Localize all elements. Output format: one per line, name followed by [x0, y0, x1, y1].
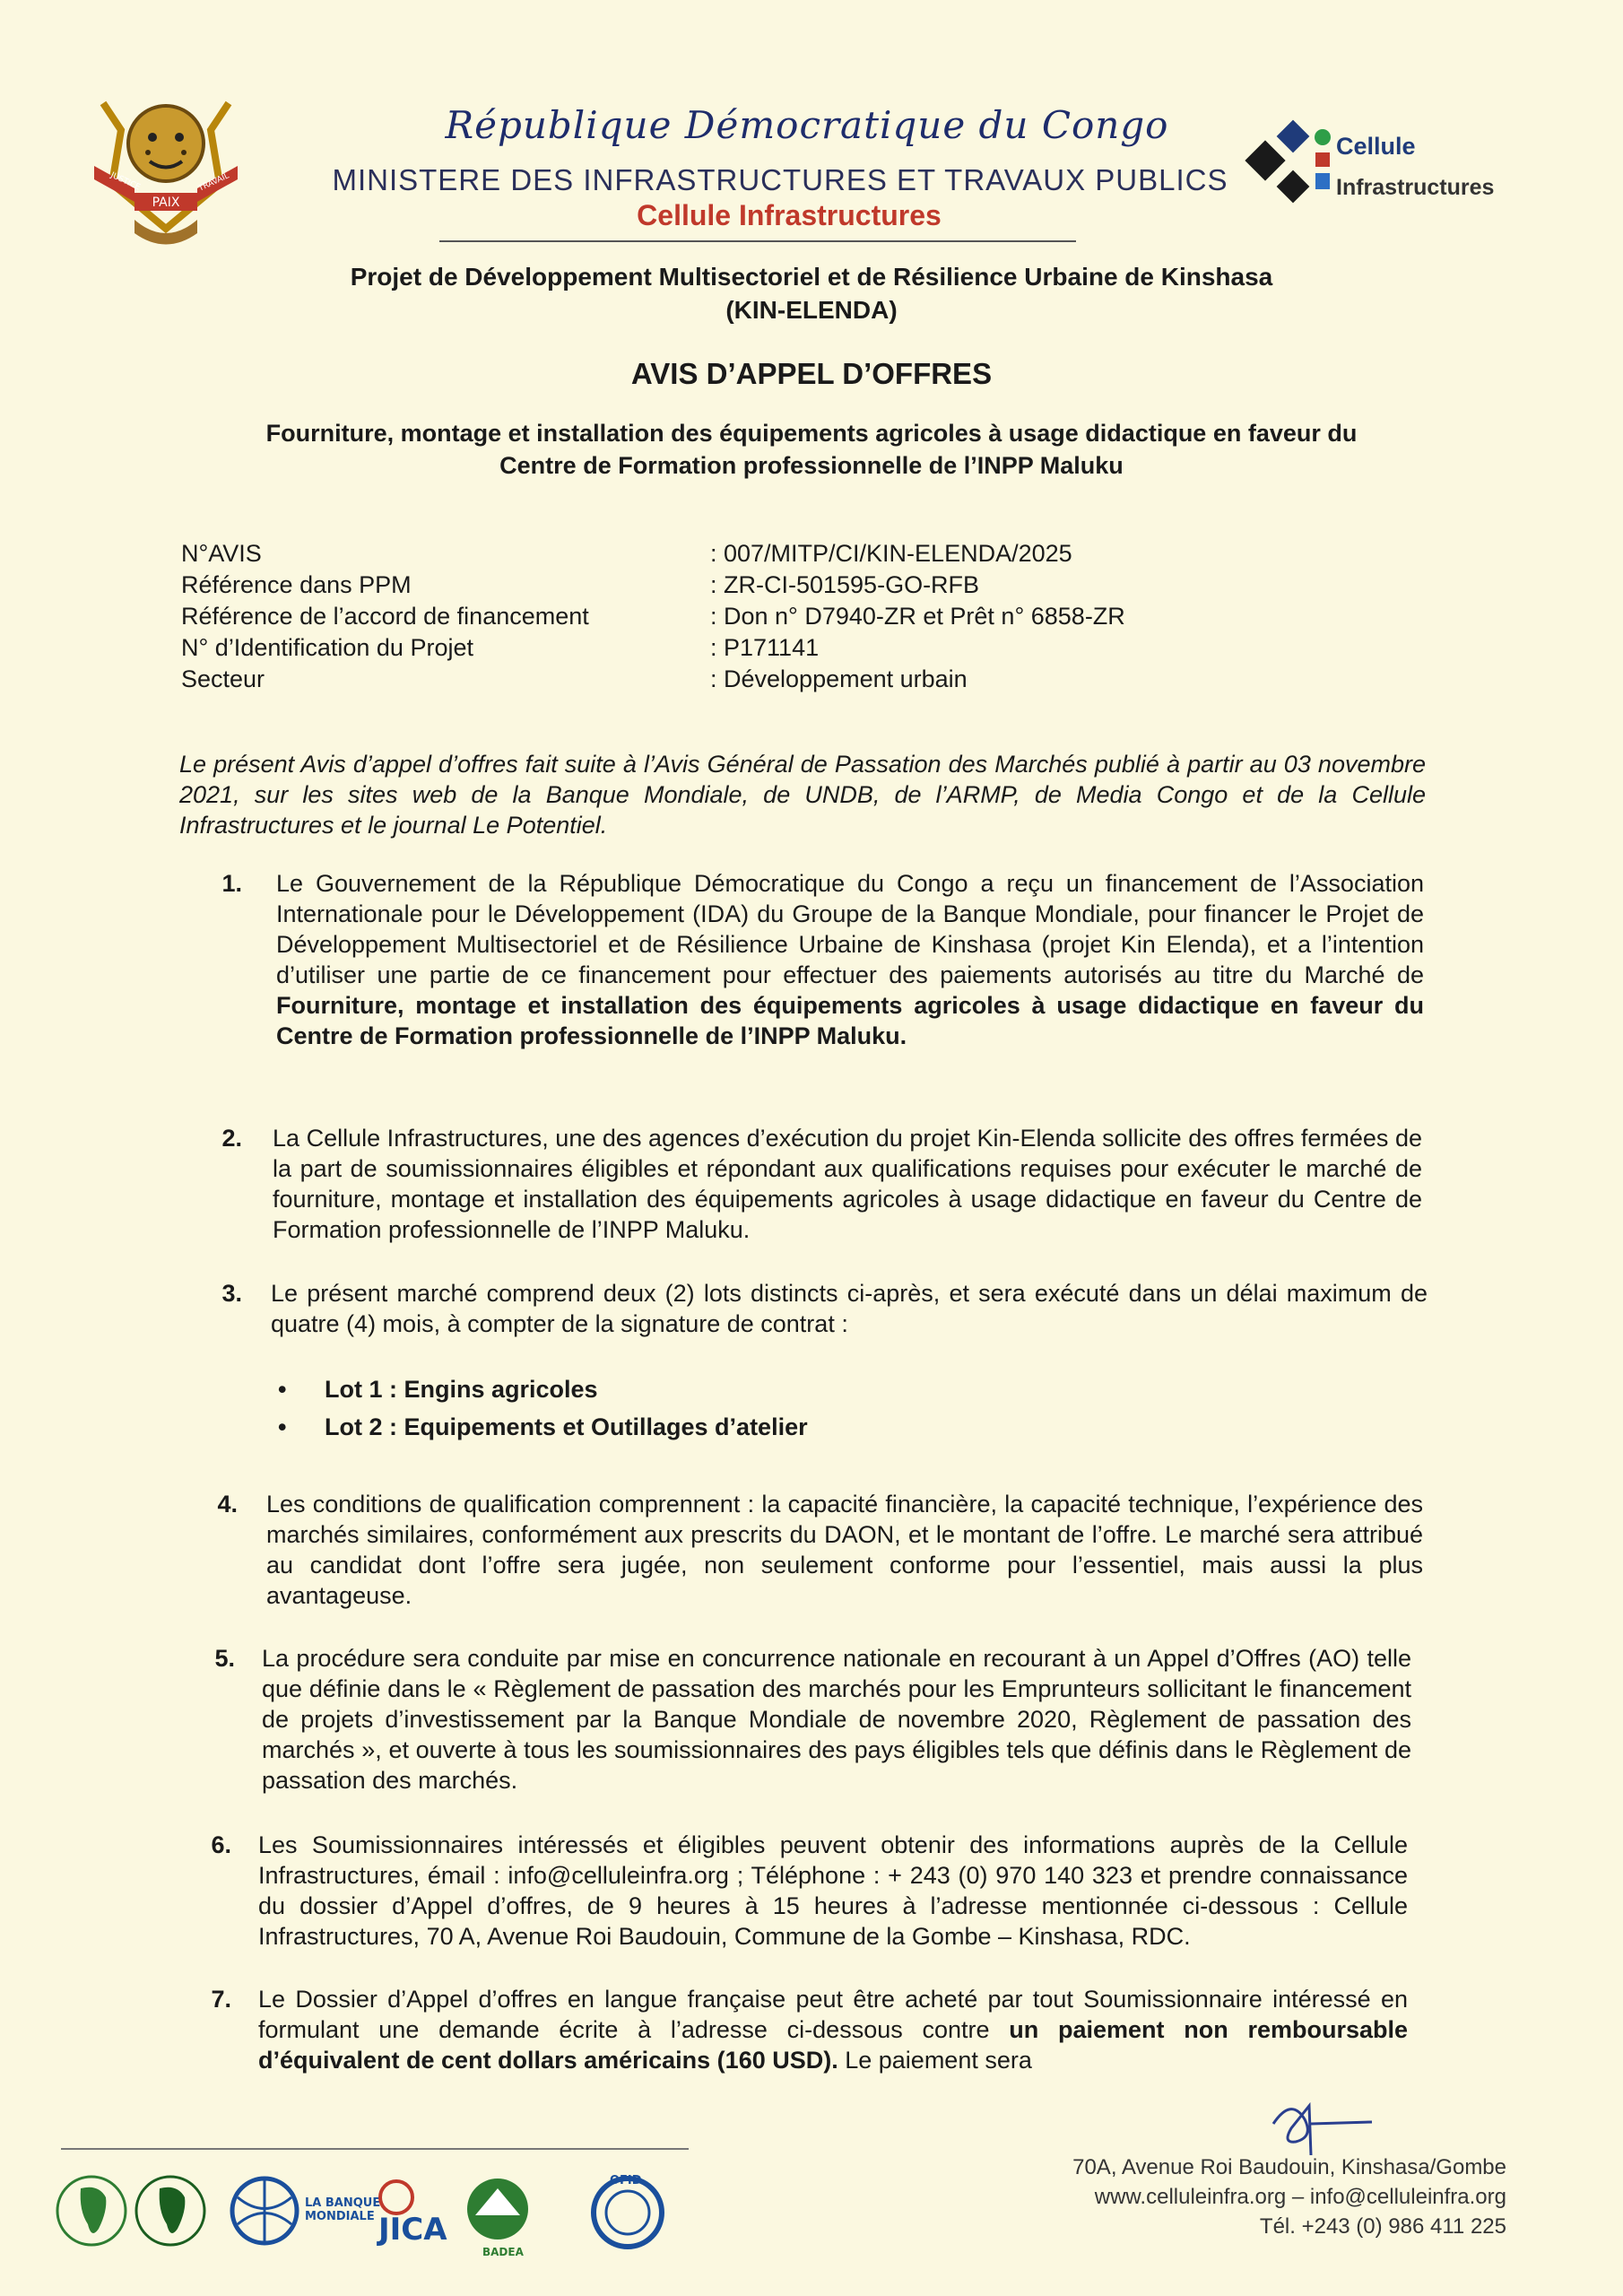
ref-value: : Don n° D7940-ZR et Prêt n° 6858-ZR [710, 603, 1125, 630]
item-text-normal: Le Gouvernement de la République Démocratique du Congo a reçu un financement de l’Association Internationale pour le Développement (IDA) du Groupe de la Banque Mondiale, pour financer le Projet de Développement Multisectoriel et de Résilience Urbaine de Kinshasa (projet Kin Elenda), et a l’intention d’utiliser une partie de ce financement pour effectuer des paiements autorisés au titre du Marché de [276, 870, 1424, 988]
ref-value: : ZR-CI-501595-GO-RFB [710, 571, 980, 598]
item-number: 3. [221, 1280, 242, 1307]
subject-line2: Centre de Formation professionnelle de l’INPP Maluku [499, 452, 1124, 479]
lot-label: Lot 2 : Equipements et Outillages d’atelier [325, 1413, 808, 1440]
lots-list [278, 1370, 808, 1446]
ref-row [181, 664, 1257, 695]
project-line2: (KIN-ELENDA) [725, 296, 898, 324]
ref-label: N° d’Identification du Projet [181, 634, 473, 661]
africa-logo-1-icon [57, 2177, 126, 2245]
jica-logo-icon [377, 2181, 447, 2248]
item-number: 1. [221, 870, 242, 897]
footer-web[interactable]: www.celluleinfra.org – info@celluleinfra.org [1094, 2185, 1506, 2209]
item-number: 2. [221, 1125, 242, 1152]
world-bank-globe-icon [232, 2179, 297, 2243]
coat-left: JUSTICE [108, 170, 142, 193]
item-text [258, 1984, 1408, 2075]
item-text-normal: Le Dossier d’Appel d’offres en langue française peut être acheté par tout Soumissionnaire intéressé en formulant une demande écrite à l’adresse ci-dessous contre [258, 1986, 1408, 2043]
item-text: La Cellule Infrastructures, une des agences d’exécution du projet Kin-Elenda sollicite des offres fermées de la part de soumissionnaires éligibles et répondant aux qualifications requises pour exécuter le marché de fourniture, montage et installation des équipements agricoles à usage didactique en faveur du Centre de Formation professionnelle de l’INPP Maluku. [273, 1125, 1422, 1243]
project-line1: Projet de Développement Multisectoriel et de Résilience Urbaine de Kinshasa [350, 263, 1273, 291]
item-number: 6. [211, 1831, 231, 1858]
logo-text-infrastructures: Infrastructures [1336, 175, 1495, 200]
ref-value: : P171141 [710, 634, 820, 661]
item-number: 4. [217, 1491, 238, 1518]
ref-label: Secteur [181, 665, 265, 692]
cellule-title: Cellule Infrastructures [637, 199, 942, 231]
footer-address: 70A, Avenue Roi Baudouin, Kinshasa/Gombe [1072, 2155, 1506, 2179]
header-divider [439, 240, 1076, 242]
partner-logos [54, 2157, 681, 2265]
svg-text:OFID: OFID [610, 2174, 642, 2187]
lot-item: • Lot 1 : Engins agricoles [278, 1370, 808, 1408]
badea-logo-icon [467, 2179, 528, 2258]
africa-logo-2-icon [136, 2177, 204, 2245]
footer-contact [950, 2152, 1506, 2241]
ref-row [181, 601, 1257, 632]
ref-value: : 007/MITP/CI/KIN-ELENDA/2025 [710, 540, 1072, 567]
svg-text:JICA: JICA [378, 2212, 447, 2248]
lot-label: Lot 1 : Engins agricoles [325, 1376, 598, 1403]
footer-phone: Tél. +243 (0) 986 411 225 [1259, 2214, 1506, 2239]
item-text: La procédure sera conduite par mise en concurrence nationale en recourant à un Appel d’Offres (AO) telle que définie dans le « Règlement de passation des marchés pour les Emprunteurs sollicitant le financement de projets d’investissement par la Banque Mondiale de novembre 2020, Règlement de passation des marchés », et ouverte à tous les soumissionnaires des pays éligibles tels que définis dans le Règlement de passation des marchés. [262, 1645, 1411, 1794]
item-text [276, 868, 1424, 1051]
item-number: 5. [214, 1645, 235, 1672]
item-text: Les conditions de qualification comprennent : la capacité financière, la capacité technique, l’expérience des marchés similaires, conformément aux prescrits du DAON, et le montant de l’offre. Le marché sera attribué au candidat dont l’offre sera jugée, non seulement conforme pour l’essentiel, mais aussi la plus avantageuse. [266, 1491, 1423, 1609]
logo-text-cellule: Cellule [1336, 133, 1416, 160]
ref-row [181, 538, 1257, 570]
ofid-logo-icon [594, 2174, 662, 2247]
svg-text:BADEA: BADEA [482, 2246, 524, 2258]
item-text-tail: Le paiement sera [838, 2047, 1032, 2074]
ref-label: Référence de l’accord de financement [181, 603, 589, 630]
coat-right: TRAVAIL [197, 171, 231, 194]
footer-divider [61, 2148, 689, 2150]
reference-table [181, 538, 1257, 695]
lot-item: • Lot 2 : Equipements et Outillages d’atelier [278, 1408, 808, 1446]
ref-label: Référence dans PPM [181, 571, 412, 598]
world-bank-label: LA BANQUE MONDIALE [305, 2196, 381, 2223]
subject [170, 417, 1453, 482]
ref-row [181, 570, 1257, 601]
ref-row [181, 632, 1257, 664]
coat-motto: PAIX [152, 196, 180, 210]
item-text-bold: Fourniture, montage et installation des équipements agricoles à usage didactique en faveur du Centre de Formation professionnelle de l’INPP Maluku. [276, 992, 1424, 1049]
ref-label: N°AVIS [181, 540, 262, 567]
document-title: AVIS D’APPEL D’OFFRES [630, 357, 993, 390]
republic-title: République Démocratique du Congo [445, 103, 1169, 147]
item-text: Le présent marché comprend deux (2) lots distincts ci-après, et sera exécuté dans un délai maximum de quatre (4) mois, à compter de la signature de contrat : [271, 1280, 1428, 1337]
item-text-bold: un paiement non remboursable d’équivalent de cent dollars américains (160 USD). [258, 2016, 1409, 2074]
intro-paragraph: Le présent Avis d’appel d’offres fait suite à l’Avis Général de Passation des Marchés publié à partir au 03 novembre 2021, sur les sites web de la Banque Mondiale, de UNDB, de l’ARMP, de Media Congo et de la Cellule Infrastructures et le journal Le Potentiel. [179, 751, 1426, 839]
subject-line1: Fourniture, montage et installation des équipements agricoles à usage didactique en faveur du [265, 420, 1358, 447]
project-title [179, 260, 1444, 326]
ref-value: : Développement urbain [710, 665, 968, 692]
coat-of-arms-logo [85, 76, 247, 256]
item-text: Les Soumissionnaires intéressés et éligibles peuvent obtenir des informations auprès de la Cellule Infrastructures, émail : info@celluleinfra.org ; Téléphone : + 243 (0) 970 140 323 et prendre connaissance du dossier d’Appel d’offres, de 9 heures à 15 heures à l’adresse mentionnée ci-dessous : Cellule Infrastructures, 70 A, Avenue Roi Baudouin, Commune de la Gombe – Kinshasa, RDC. [258, 1831, 1408, 1950]
ministry-title: MINISTERE DES INFRASTRUCTURES ET TRAVAUX PUBLICS [332, 163, 1228, 196]
item-number: 7. [211, 1986, 231, 2013]
